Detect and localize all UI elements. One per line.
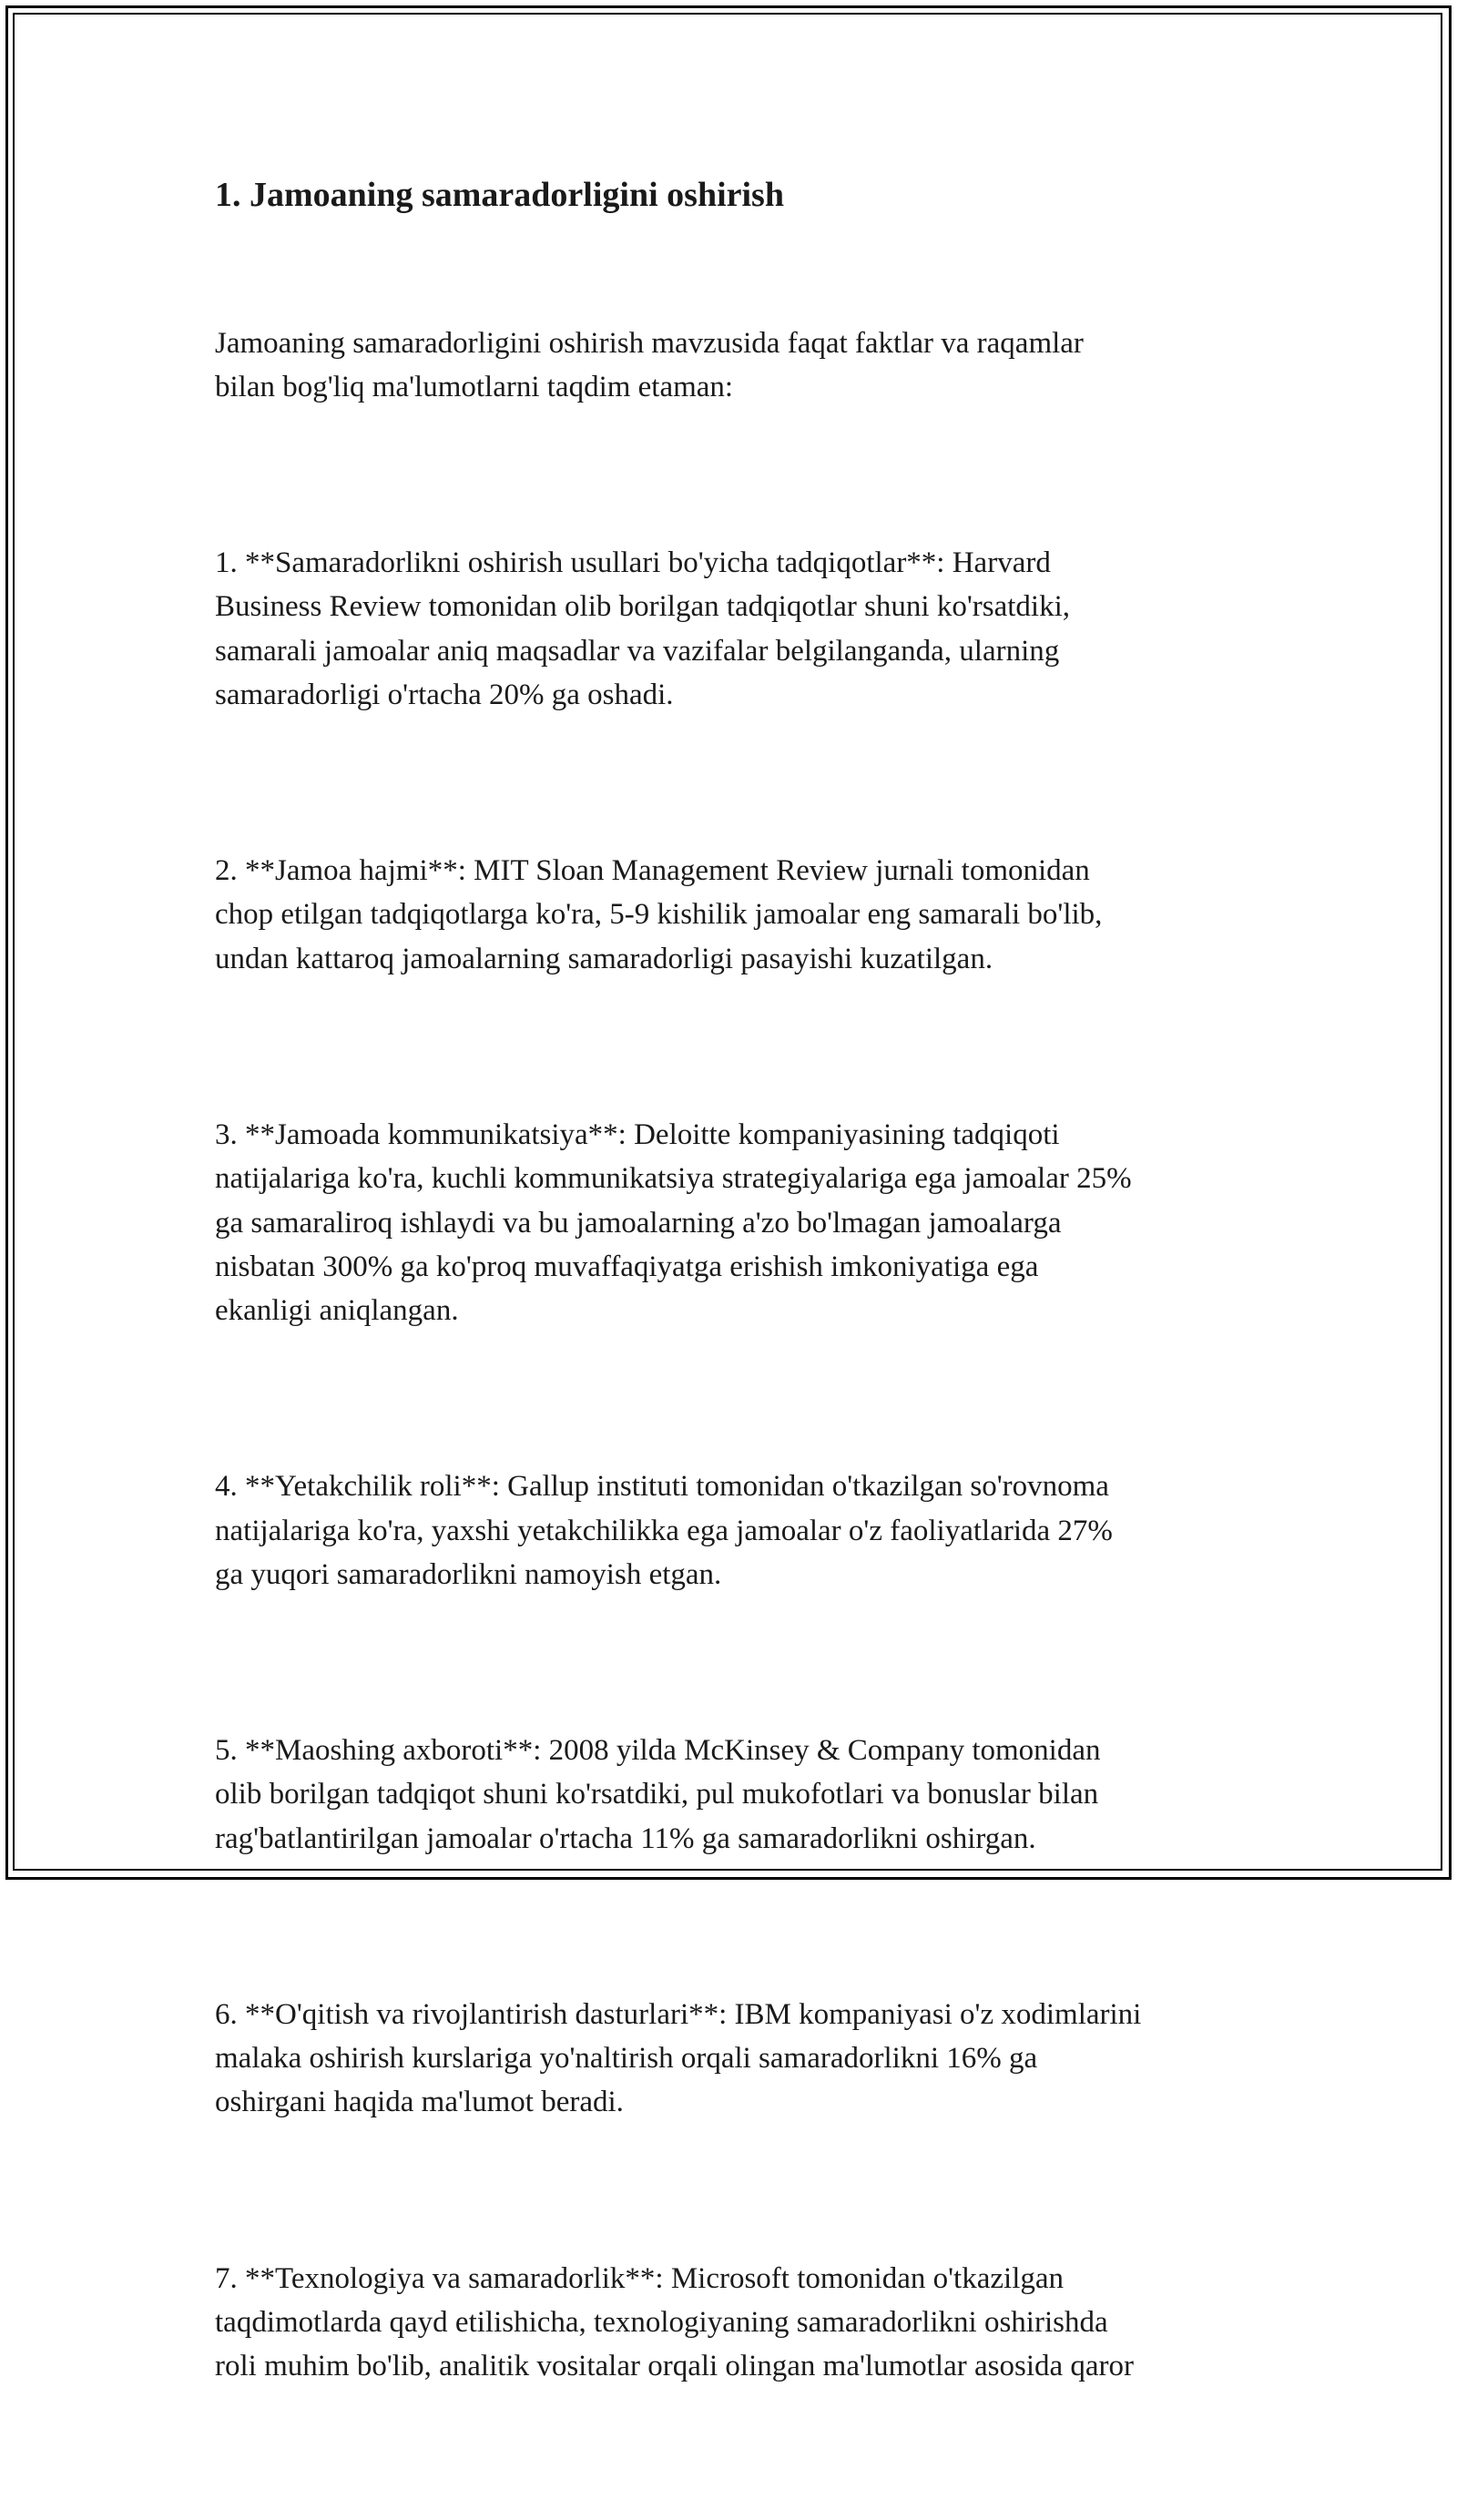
document-body (215, 233, 1262, 2520)
document-heading: 1. Jamoaning samaradorligini oshirish (215, 176, 784, 214)
intro-paragraph: Jamoaning samaradorligini oshirish mavzusida faqat faktlar va raqamlar bilan bog'liq ma'lumotlarni taqdim etaman: (215, 326, 1084, 403)
document-content (215, 169, 1262, 2520)
list-item-3: 3. **Jamoada kommunikatsiya**: Deloitte kompaniyasining tadqiqoti natijalariga ko'ra, kuchli kommunikatsiya strategiyalariga ega jamoalar 25% ga samaraliroq ishlaydi va bu jamoalarning a'zo bo'lmagan jamoalarga nisbatan 300% ga ko'proq muvaffaqiyatga erishish imkoniyatiga ega ekanligi aniqlangan. (215, 1117, 1132, 1328)
list-item-6: 6. **O'qitish va rivojlantirish dasturlari**: IBM kompaniyasi o'z xodimlarini malaka oshirish kurslariga yo'naltirish orqali samaradorlikni 16% ga oshirgani haqida ma'lumot beradi. (215, 1997, 1142, 2119)
list-item-2: 2. **Jamoa hajmi**: MIT Sloan Management Review jurnali tomonidan chop etilgan tadqiqotlarga ko'ra, 5-9 kishilik jamoalar eng samarali bo'lib, undan kattaroq jamoalarning samaradorligi pasayishi kuzatilgan. (215, 854, 1103, 975)
list-item-4: 4. **Yetakchilik roli**: Gallup instituti tomonidan o'tkazilgan so'rovnoma natijalariga ko'ra, yaxshi yetakchilikka ega jamoalar o'z faoliyatlarida 27% ga yuqori samaradorlikni namoyish etgan. (215, 1470, 1113, 1591)
list-item-1: 1. **Samaradorlikni oshirish usullari bo'yicha tadqiqotlar**: Harvard Business Review tomonidan olib borilgan tadqiqotlar shuni ko'rsatdiki, samarali jamoalar aniq maqsadlar va vazifalar belgilanganda, ularning samaradorligi o'rtacha 20% ga oshadi. (215, 546, 1071, 711)
list-item-7: 7. **Texnologiya va samaradorlik**: Microsoft tomonidan o'tkazilgan taqdimotlarda qayd etilishicha, texnologiyaning samaradorlikni oshirishda roli muhim bo'lib, analitik vositalar orqali olingan ma'lumotlar asosida qaror (215, 2261, 1135, 2383)
list-item-5: 5. **Maoshing axboroti**: 2008 yilda McKinsey & Company tomonidan olib borilgan tadqiqot shuni ko'rsatdiki, pul mukofotlari va bonuslar bilan rag'batlantirilgan jamoalar o'rtacha 11% ga samaradorlikni oshirgan. (215, 1734, 1101, 1855)
